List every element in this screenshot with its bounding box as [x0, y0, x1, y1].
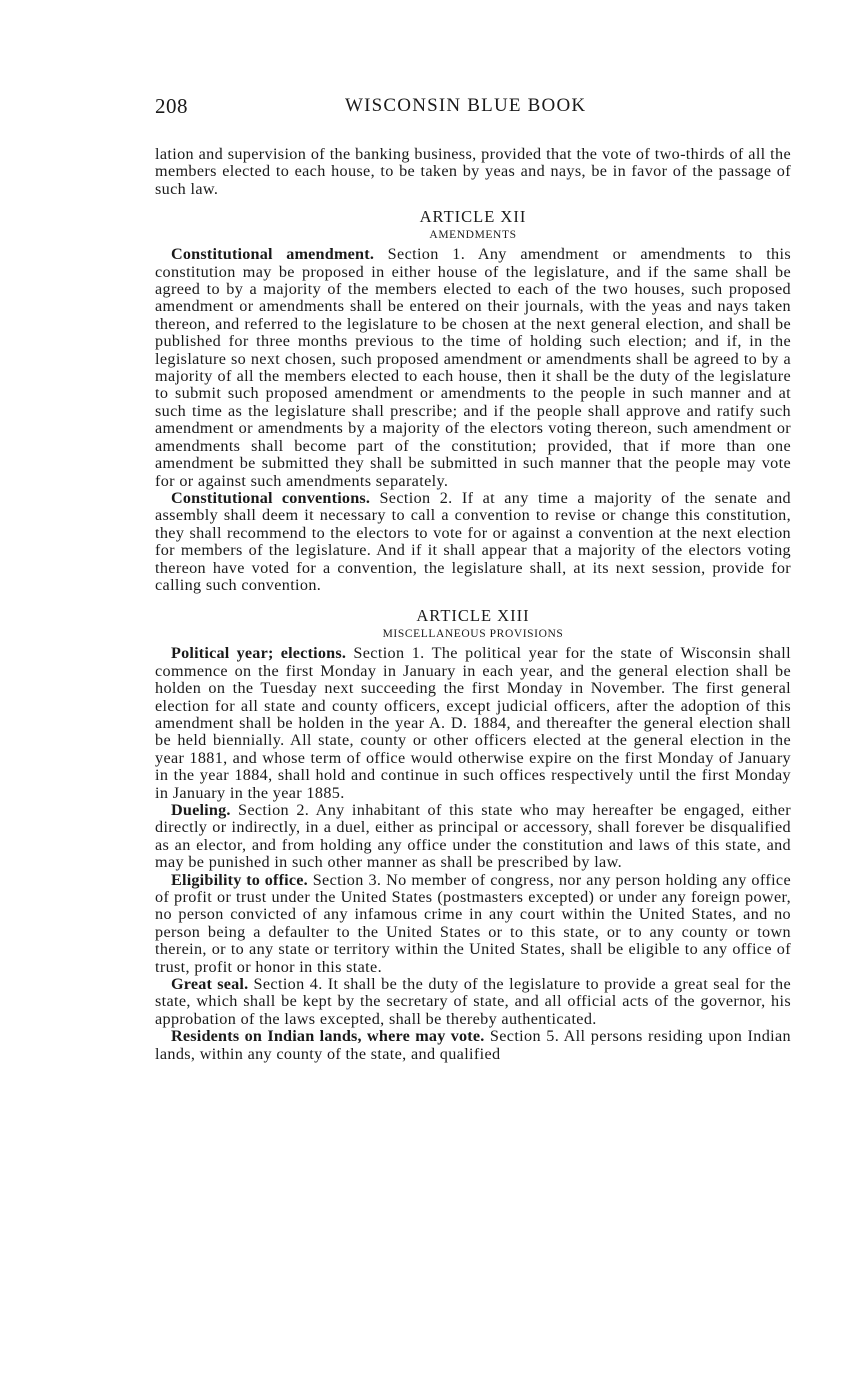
article-xiii: [155, 606, 791, 1063]
page-header: [155, 94, 791, 120]
section-paragraph: [155, 802, 791, 872]
section-text: Section 3. No member of congress, nor any person holding any office of profit or trust under the United States (postmasters excepted) or under any foreign power, no person convicted of any infamous crime in any court within the United States, and no person being a defaulter to the United States or to this state, or to any county or town therein, or to any state or territory within the United States, shall be eligible to any office of trust, profit or honor in this state.: [155, 870, 791, 976]
article-subtitle: MISCELLANEOUS PROVISIONS: [382, 628, 564, 641]
article-title: ARTICLE XII: [419, 207, 527, 227]
section-heading: Great seal.: [171, 975, 249, 994]
section-heading: Dueling.: [171, 801, 231, 819]
section-text: Section 5. All persons residing upon Indian lands, within any county of the state, and qualified: [155, 1027, 791, 1063]
article-title: ARTICLE XIII: [416, 606, 530, 626]
section-heading: Eligibility to office.: [171, 870, 308, 889]
section-paragraph: [155, 490, 791, 594]
section-text: Section 4. It shall be the duty of the legislature to provide a great seal for the state, which shall be kept by the secretary of state, and all official acts of the governor, his approbation of the laws excepted, shall be thereby authenticated.: [155, 975, 791, 1028]
section-paragraph: [155, 246, 791, 490]
section-heading: Residents on Indian lands, where may vote.: [171, 1027, 485, 1046]
continued-paragraph: lation and supervision of the banking business, provided that the vote of two-thirds of all the members elected to each house, to be taken by yeas and nays, be in favor of the passage of such law.: [155, 145, 791, 198]
section-paragraph: [155, 872, 791, 976]
article-subtitle: AMENDMENTS: [429, 229, 517, 242]
page-body: [155, 146, 791, 1063]
section-heading: Constitutional conventions.: [171, 488, 371, 507]
section-text: Section 1. Any amendment or amendments to this constitution may be proposed in either house of the legislature, and if the same shall be agreed to by a majority of the members elected to each of the two houses, such proposed amendment or amendments shall be entered on their journals, with the yeas and nays taken thereon, and referred to the legislature to be chosen at the next general election, and shall be published for three months previous to the time of holding such election; and if, in the legislature so next chosen, such proposed amendment or amendments shall be agreed to by a majority of all the members elected to each house, then it shall be the duty of the legislature to submit such proposed amendment or amendments to the people in such manner and at such time as the legislature shall prescribe; and if the people shall approve and ratify such amendment or amendments by a majority of the electors voting thereon, such amendment or amendments shall become part of the constitution; provided, that if more than one amendment be submitted they shall be submitted in such manner that the people may vote for or against such amendments separately.: [155, 245, 791, 490]
section-heading: Political year; elections.: [171, 644, 347, 663]
section-paragraph: [155, 645, 791, 802]
section-paragraph: [155, 976, 791, 1028]
section-text: Section 2. If at any time a majority of the senate and assembly shall deem it necessary to call a convention to revise or change this constitution, they shall recommend to the electors to vote for or against a convention at the next election for members of the legislature. And if it shall appear that a majority of the electors voting thereon have voted for a convention, the legislature shall, at its next session, provide for calling such convention.: [155, 488, 791, 594]
article-xii: [155, 207, 791, 594]
running-title: WISCONSIN BLUE BOOK: [345, 95, 587, 116]
section-heading: Constitutional amendment.: [171, 245, 375, 264]
section-text: Section 1. The political year for the state of Wisconsin shall commence on the first Monday in January in each year, and the general election shall be holden on the Tuesday next succeeding the first Monday in November. The first general election for all state and county officers, except judicial officers, after the adoption of this amendment shall be holden in the year A. D. 1884, and thereafter the general election shall be held biennially. All state, county or other officers elected at the general election in the year 1881, and whose term of office would otherwise expire on the first Monday of January in the year 1884, shall hold and continue in such offices respectively until the first Monday in January in the year 1885.: [155, 644, 791, 802]
section-paragraph: [155, 1028, 791, 1063]
section-text: Section 2. Any inhabitant of this state who may hereafter be engaged, either directly or indirectly, in a duel, either as principal or accessory, shall forever be disqualified as an elector, and from holding any office under the constitution and laws of this state, and may be punished in such other manner as shall be prescribed by law.: [155, 801, 791, 872]
page-number: 208: [155, 94, 188, 118]
